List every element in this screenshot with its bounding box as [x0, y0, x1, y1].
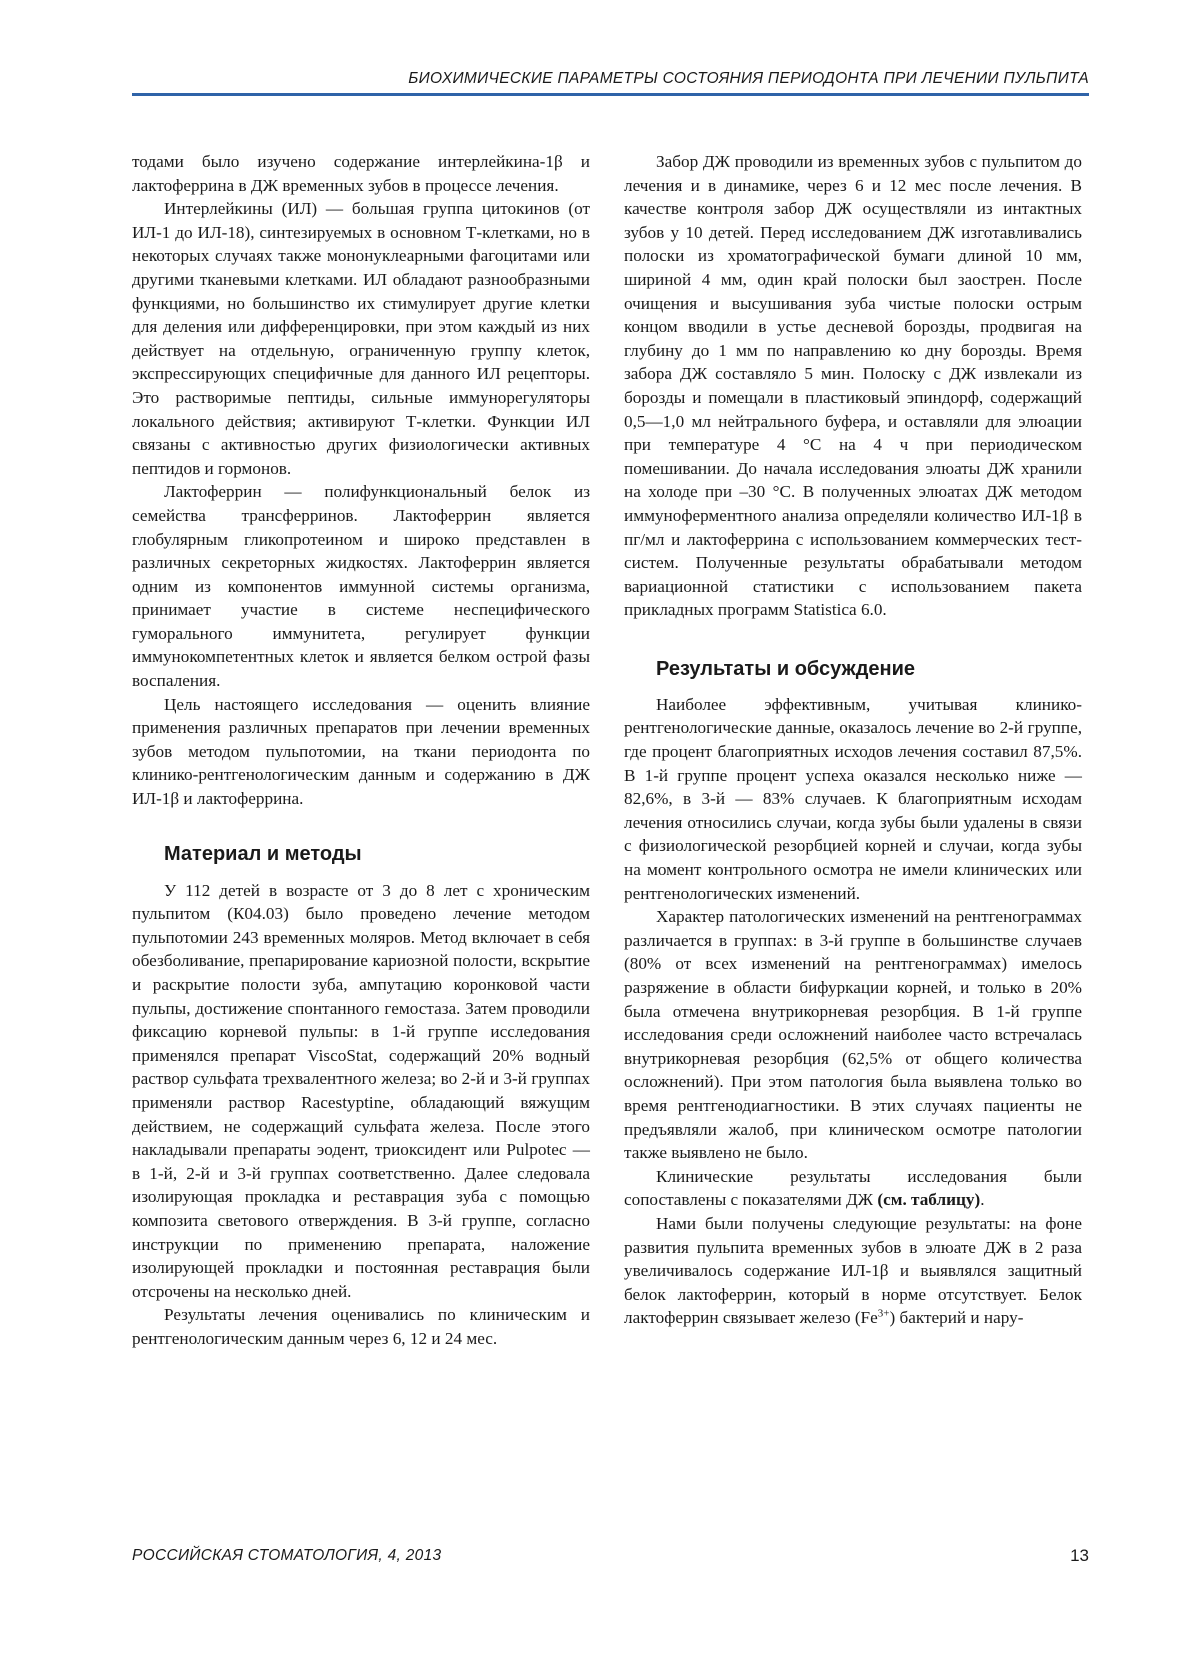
header-rule [132, 93, 1089, 96]
right-column [624, 150, 1082, 1330]
paragraph: Интерлейкины (ИЛ) — большая группа цитокинов (от ИЛ-1 до ИЛ-18), синтезируемых в основном Т-клетками, но в некоторых случаях также мононуклеарными фагоцитами или другими тканевыми клетками. ИЛ обладают разнообразными функциями, но большинство их стимулирует другие клетки для деления или дифференцировки, при этом каждый из них действует на отдельную, ограниченную группу клеток, экспрессирующих специфичные для данного ИЛ рецепторы. Это растворимые пептиды, сильные иммунорегуляторы локального действия; активируют Т-клетки. Функции ИЛ связаны с активностью других физиологически активных пептидов и гормонов. [132, 199, 590, 478]
superscript: 3+ [877, 1307, 890, 1320]
paragraph-text: Нами были получены следующие результаты: на фоне развития пульпита временных зубов в элюате ДЖ в 2 раза увеличивалось содержание ИЛ-1β и выявлялся защитный белок лактоферрин, который в норме отсутствует. Белок лактоферрин связывает железо (Fe [624, 1213, 1082, 1328]
paragraph [624, 1212, 1082, 1330]
left-column [132, 150, 590, 1351]
paragraph: тодами было изучено содержание интерлейкина-1β и лактоферрина в ДЖ временных зубов в процессе лечения. [132, 152, 590, 195]
paragraph-text: Клинические результаты исследования были сопоставлены с показателями ДЖ [624, 1166, 1082, 1210]
running-head: БИОХИМИЧЕСКИЕ ПАРАМЕТРЫ СОСТОЯНИЯ ПЕРИОДОНТА ПРИ ЛЕЧЕНИИ ПУЛЬПИТА [408, 70, 1089, 87]
paragraph: Лактоферрин — полифункциональный белок из семейства трансферринов. Лактоферрин является глобулярным гликопротеином и широко представлен в различных секреторных жидкостях. Лактоферрин является одним из компонентов иммунной системы организма, принимает участие в системе неспецифического гуморального иммунитета, регулирует функции иммунокомпетентных клеток и является белком острой фазы воспаления. [132, 482, 590, 691]
paragraph: Забор ДЖ проводили из временных зубов с пульпитом до лечения и в динамике, через 6 и 12 мес после лечения. В качестве контроля забор ДЖ осуществляли из интактных зубов у 10 детей. Перед исследованием ДЖ изготавливались полоски из хроматографической бумаги длиной 10 мм, шириной 4 мм, один край полоски был заострен. После очищения и высушивания зуба чистые полоски острым концом вводили в устье десневой борозды, продвигая на глубину до 1 мм по направлению ко дну борозды. Время забора ДЖ составляло 5 мин. Полоску с ДЖ извлекали из борозды и помещали в пластиковый эпиндорф, содержащий 0,5—1,0 мл нейтрального буфера, и оставляли для элюации при температуре 4 °С на 4 ч при периодическом помешивании. До начала исследования элюаты ДЖ хранили на холоде при –30 °С. В полученных элюатах ДЖ методом иммуноферментного анализа определяли количество ИЛ-1β в пг/мл и лактоферрина с использованием коммерческих тест-систем. Полученные результаты обрабатывали методом вариационной статистики с использованием пакета прикладных программ Statistica 6.0. [624, 152, 1082, 620]
section-heading-results: Результаты и обсуждение [656, 657, 916, 680]
page-number: 13 [1070, 1546, 1089, 1565]
paragraph: У 112 детей в возрасте от 3 до 8 лет с хроническим пульпитом (К04.03) было проведено лечение методом пульпотомии 243 временных моляров. Метод включает в себя обезболивание, препарирование кариозной полости, вскрытие и раскрытие полости зуба, ампутацию коронковой части пульпы, достижение спонтанного гемостаза. Затем проводили фиксацию корневой пульпы: в 1-й группе исследования применялся препарат ViscoStat, содержащий 20% водный раствор сульфата трехвалентного железа; во 2-й и 3-й группах применяли раствор Racestyptine, обладающий вяжущим действием, не содержащий сульфата железа. После этого накладывали препараты эодент, триоксидент или Pulpotec — в 1-й, 2-й и 3-й группах соответственно. Далее следовала изолирующая прокладка и реставрация зуба с помощью композита светового отверждения. В 3-й группе, согласно инструкции по применению препарата, наложение изолирующей прокладки и постоянная реставрация были отсрочены на несколько дней. [132, 880, 590, 1301]
paragraph-text: . [980, 1190, 985, 1210]
paragraph: Наиболее эффективным, учитывая клинико-рентгенологические данные, оказалось лечение во 2-й группе, где процент благоприятных исходов лечения составил 87,5%. В 1-й группе процент успеха оказался несколько ниже — 82,6%, в 3-й — 83% случаев. К благоприятным исходам лечения относились случаи, когда зубы были удалены в связи с физиологической резорбцией корней и случаи, когда зубы на момент контрольного осмотра не имели клинических или рентгенологических изменений. [624, 694, 1082, 903]
footer-journal-title: РОССИЙСКАЯ СТОМАТОЛОГИЯ, 4, 2013 [132, 1547, 442, 1564]
paragraph: Результаты лечения оценивались по клиническим и рентгенологическим данным через 6, 12 и 24 мес. [132, 1305, 590, 1348]
section-heading-methods: Материал и методы [164, 842, 362, 865]
paragraph: Цель настоящего исследования — оценить влияние применения различных препаратов при лечении временных зубов методом пульпотомии, на ткани периодонта по клинико-рентгенологическим данным и содержанию в ДЖ ИЛ-1β и лактоферрина. [132, 694, 590, 809]
table-reference: (см. таблицу) [877, 1190, 981, 1210]
paragraph: Характер патологических изменений на рентгенограммах различается в группах: в 3-й группе в большинстве случаев (80% от всех изменений на рентгенограммах) имелось разряжение в области бифуркации корней, и только в 20% была отмечена внутрикорневая резорбция. В 1-й группе исследования среди осложнений наиболее часто встречалась внутрикорневая резорбция (62,5% от общего количества осложнений). При этом патология была выявлена только во время рентгенодиагностики. В этих случаях пациенты не предъявляли жалоб, при клиническом осмотре патологии также выявлено не было. [624, 907, 1082, 1163]
paragraph [624, 1165, 1082, 1212]
paragraph-text: ) бактерий и нару- [889, 1308, 1024, 1328]
